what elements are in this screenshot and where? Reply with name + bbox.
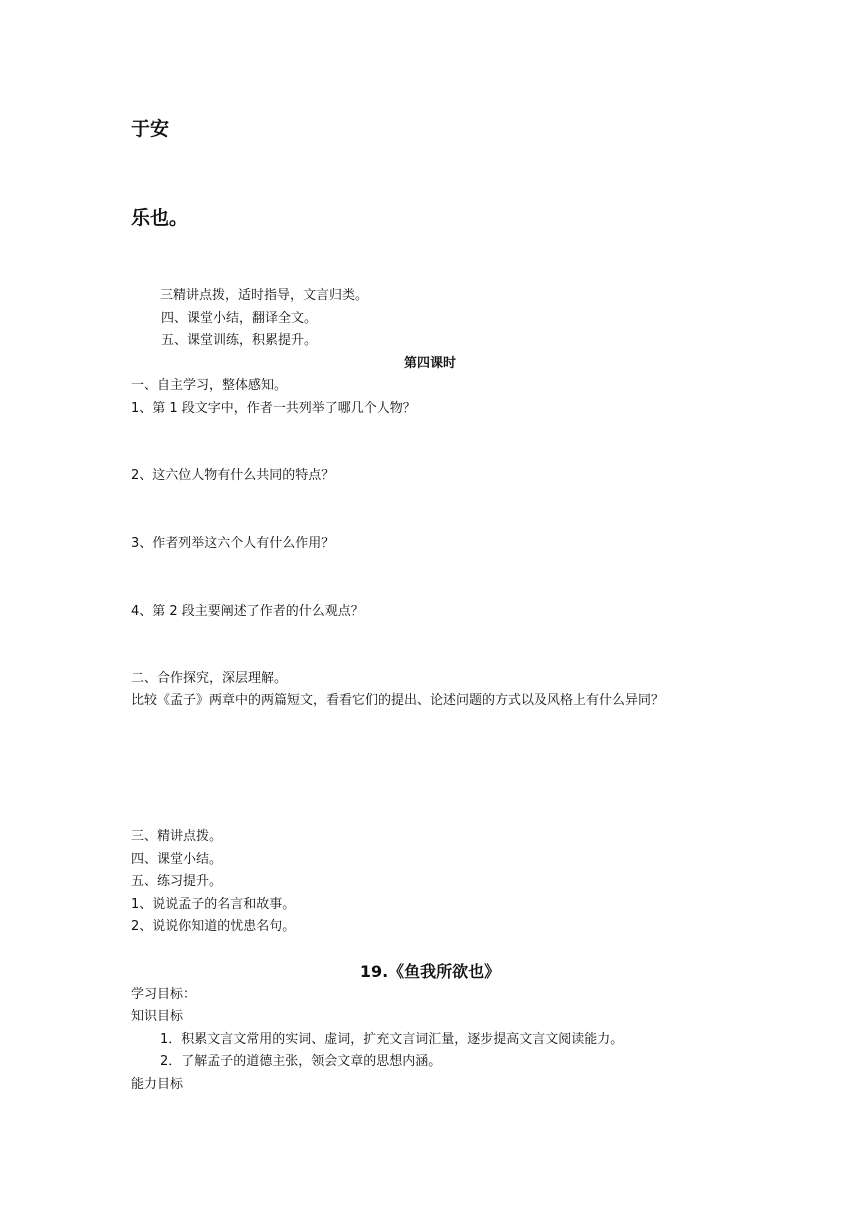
step-item: 五、课堂训练，积累提升。 (161, 333, 318, 348)
exercise: 1、说说孟子的名言和故事。 (131, 897, 296, 912)
question: 比较《孟子》两章中的两篇短文，看看它们的提出、论述问题的方式以及风格上有什么异同？ (131, 693, 665, 708)
question: 3、作者列举这六个人有什么作用？ (131, 536, 335, 551)
label: 知识目标 (131, 1009, 184, 1024)
step-item: 三精讲点拨，适时指导，文言归类。 (160, 288, 369, 303)
exercise: 2、说说你知道的忧患名句。 (131, 919, 296, 934)
lesson-title: 第四课时 (403, 356, 456, 371)
section-heading: 三、精讲点拨。 (131, 829, 223, 844)
section-heading: 一、自主学习，整体感知。 (131, 378, 288, 393)
question: 1、第 1 段文字中，作者一共列举了哪几个人物？ (131, 401, 416, 416)
label: 学习目标： (131, 987, 197, 1002)
goal-item: 2．了解孟子的道德主张，领会文章的思想内涵。 (160, 1054, 442, 1069)
label: 能力目标 (131, 1077, 184, 1092)
section-heading: 五、练习提升。 (131, 874, 223, 889)
question: 2、这六位人物有什么共同的特点？ (131, 468, 335, 483)
lesson-title: 19.《鱼我所欲也》 (359, 962, 501, 981)
step-item: 四、课堂小结，翻译全文。 (161, 311, 318, 326)
question: 4、第 2 段主要阐述了作者的什么观点？ (131, 604, 364, 619)
text-line: 乐也。 (131, 207, 189, 229)
text-line: 于安 (131, 118, 170, 140)
section-heading: 二、合作探究，深层理解。 (131, 671, 288, 686)
section-heading: 四、课堂小结。 (131, 852, 223, 867)
goal-item: 1．积累文言文常用的实词、虚词，扩充文言词汇量，逐步提高文言文阅读能力。 (160, 1032, 624, 1047)
